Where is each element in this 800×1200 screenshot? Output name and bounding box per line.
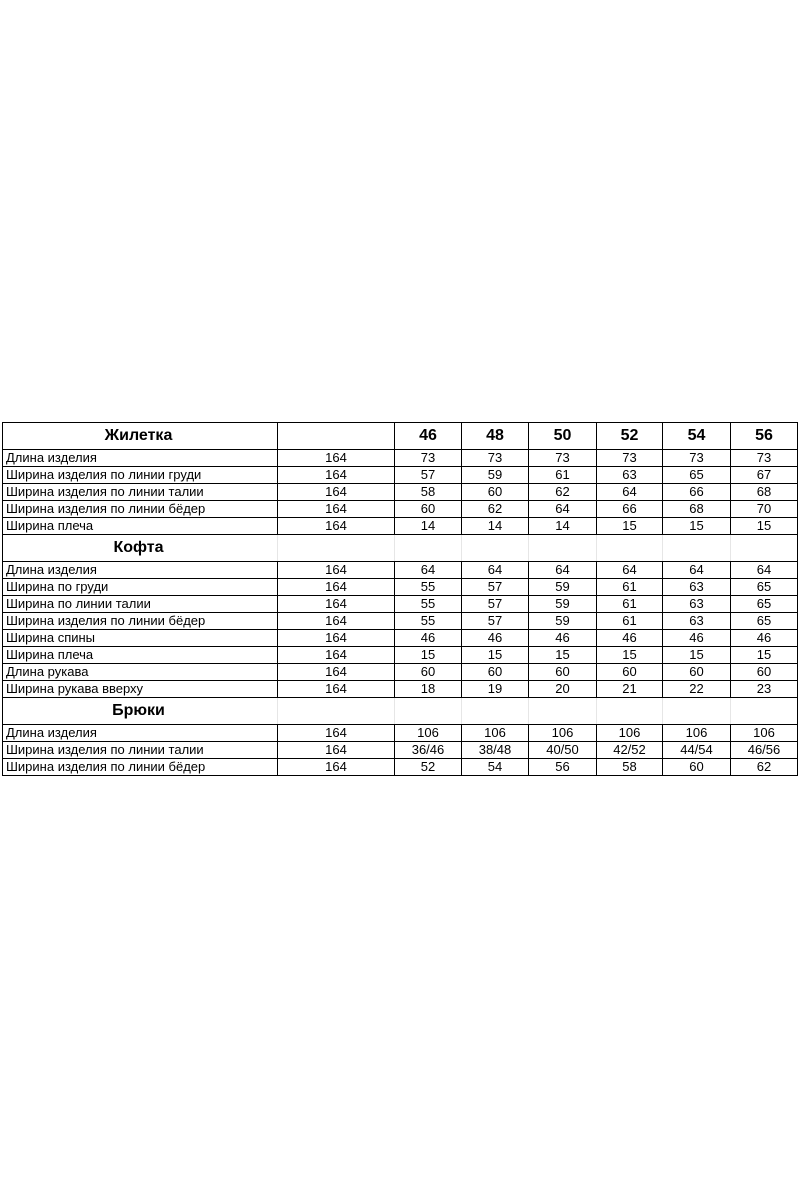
measurement-value: 14 [462,518,529,535]
measurement-value: 73 [395,450,462,467]
blank-header-cell [529,535,597,562]
measurement-value: 38/48 [462,742,529,759]
measurement-value: 106 [597,725,663,742]
measurement-value: 19 [462,681,529,698]
measurement-value: 60 [731,664,798,681]
table-row [3,759,798,776]
measurement-value: 64 [529,501,597,518]
measurement-value: 46 [462,630,529,647]
measurement-value: 46 [597,630,663,647]
measurement-value: 15 [395,647,462,664]
measurement-label: Ширина изделия по линии талии [3,484,278,501]
height-value: 164 [278,596,395,613]
table-row [3,484,798,501]
size-chart-table [2,422,798,776]
measurement-label: Ширина по груди [3,579,278,596]
height-value: 164 [278,664,395,681]
table-row [3,630,798,647]
measurement-value: 55 [395,613,462,630]
measurement-value: 57 [395,467,462,484]
measurement-label: Ширина изделия по линии бёдер [3,501,278,518]
measurement-label: Ширина изделия по линии груди [3,467,278,484]
measurement-value: 106 [395,725,462,742]
measurement-value: 67 [731,467,798,484]
measurement-value: 73 [597,450,663,467]
measurement-value: 73 [529,450,597,467]
measurement-value: 36/46 [395,742,462,759]
measurement-label: Ширина изделия по линии талии [3,742,278,759]
measurement-label: Длина изделия [3,725,278,742]
measurement-value: 18 [395,681,462,698]
measurement-value: 46 [731,630,798,647]
measurement-value: 15 [597,518,663,535]
measurement-value: 15 [731,647,798,664]
height-value: 164 [278,742,395,759]
measurement-value: 64 [395,562,462,579]
measurement-value: 60 [529,664,597,681]
measurement-value: 59 [529,596,597,613]
size-header-cell: 54 [663,423,731,450]
measurement-value: 65 [663,467,731,484]
blank-header-cell [395,535,462,562]
measurement-value: 55 [395,579,462,596]
table-row [3,501,798,518]
measurement-value: 60 [395,664,462,681]
measurement-label: Ширина плеча [3,518,278,535]
section-header-row [3,423,798,450]
height-header-cell [278,535,395,562]
height-value: 164 [278,647,395,664]
measurement-value: 15 [597,647,663,664]
measurement-value: 63 [597,467,663,484]
measurement-value: 61 [597,579,663,596]
table-row [3,742,798,759]
section-title: Брюки [3,698,278,725]
blank-header-cell [597,698,663,725]
table-row [3,664,798,681]
measurement-label: Ширина рукава вверху [3,681,278,698]
height-value: 164 [278,681,395,698]
measurement-value: 60 [597,664,663,681]
height-value: 164 [278,562,395,579]
measurement-label: Длина рукава [3,664,278,681]
measurement-value: 63 [663,596,731,613]
height-value: 164 [278,613,395,630]
height-value: 164 [278,501,395,518]
measurement-value: 64 [597,562,663,579]
blank-header-cell [731,535,798,562]
measurement-value: 68 [663,501,731,518]
table-row [3,450,798,467]
measurement-value: 15 [462,647,529,664]
measurement-label: Ширина изделия по линии бёдер [3,759,278,776]
measurement-value: 58 [395,484,462,501]
blank-header-cell [395,698,462,725]
measurement-value: 65 [731,613,798,630]
measurement-value: 68 [731,484,798,501]
measurement-value: 55 [395,596,462,613]
size-header-cell: 52 [597,423,663,450]
blank-header-cell [462,698,529,725]
measurement-value: 57 [462,613,529,630]
height-value: 164 [278,450,395,467]
measurement-label: Ширина по линии талии [3,596,278,613]
height-value: 164 [278,579,395,596]
section-title: Кофта [3,535,278,562]
table-row [3,467,798,484]
section-header-row [3,698,798,725]
table-row [3,579,798,596]
measurement-value: 15 [663,518,731,535]
height-value: 164 [278,467,395,484]
measurement-value: 73 [462,450,529,467]
height-value: 164 [278,484,395,501]
blank-header-cell [663,698,731,725]
measurement-value: 42/52 [597,742,663,759]
size-header-cell: 48 [462,423,529,450]
size-header-cell: 46 [395,423,462,450]
measurement-value: 64 [663,562,731,579]
measurement-value: 106 [731,725,798,742]
measurement-value: 20 [529,681,597,698]
measurement-value: 73 [731,450,798,467]
measurement-value: 64 [529,562,597,579]
measurement-value: 73 [663,450,731,467]
measurement-value: 46 [529,630,597,647]
table-row [3,613,798,630]
measurement-value: 66 [597,501,663,518]
measurement-value: 46 [395,630,462,647]
height-header-cell [278,698,395,725]
measurement-value: 56 [529,759,597,776]
measurement-value: 15 [529,647,597,664]
table-row [3,681,798,698]
measurement-value: 21 [597,681,663,698]
measurement-value: 57 [462,596,529,613]
measurement-value: 15 [663,647,731,664]
measurement-label: Длина изделия [3,562,278,579]
measurement-value: 60 [663,664,731,681]
measurement-label: Ширина спины [3,630,278,647]
measurement-value: 106 [529,725,597,742]
measurement-value: 15 [731,518,798,535]
measurement-value: 14 [395,518,462,535]
height-value: 164 [278,630,395,647]
measurement-value: 63 [663,579,731,596]
size-header-cell: 50 [529,423,597,450]
blank-header-cell [462,535,529,562]
measurement-value: 61 [597,596,663,613]
blank-header-cell [731,698,798,725]
measurement-value: 66 [663,484,731,501]
blank-header-cell [529,698,597,725]
measurement-value: 59 [462,467,529,484]
measurement-value: 63 [663,613,731,630]
measurement-value: 46/56 [731,742,798,759]
blank-header-cell [663,535,731,562]
measurement-value: 65 [731,579,798,596]
measurement-label: Длина изделия [3,450,278,467]
measurement-value: 23 [731,681,798,698]
section-title: Жилетка [3,423,278,450]
height-value: 164 [278,518,395,535]
measurement-value: 14 [529,518,597,535]
measurement-value: 46 [663,630,731,647]
measurement-value: 65 [731,596,798,613]
measurement-value: 70 [731,501,798,518]
measurement-value: 60 [462,664,529,681]
table-row [3,518,798,535]
measurement-value: 52 [395,759,462,776]
measurement-value: 62 [731,759,798,776]
measurement-value: 57 [462,579,529,596]
measurement-label: Ширина изделия по линии бёдер [3,613,278,630]
table-row [3,596,798,613]
measurement-value: 61 [597,613,663,630]
blank-header-cell [597,535,663,562]
measurement-value: 54 [462,759,529,776]
measurement-value: 60 [462,484,529,501]
height-header-cell [278,423,395,450]
measurement-value: 64 [731,562,798,579]
measurement-value: 64 [597,484,663,501]
section-header-row [3,535,798,562]
size-header-cell: 56 [731,423,798,450]
measurement-value: 62 [529,484,597,501]
measurement-value: 106 [663,725,731,742]
measurement-value: 59 [529,613,597,630]
table-row [3,725,798,742]
measurement-value: 58 [597,759,663,776]
measurement-label: Ширина плеча [3,647,278,664]
measurement-value: 64 [462,562,529,579]
height-value: 164 [278,759,395,776]
measurement-value: 60 [395,501,462,518]
measurement-value: 106 [462,725,529,742]
measurement-value: 59 [529,579,597,596]
measurement-value: 62 [462,501,529,518]
height-value: 164 [278,725,395,742]
measurement-value: 60 [663,759,731,776]
measurement-value: 61 [529,467,597,484]
size-chart-body [3,423,798,776]
measurement-value: 40/50 [529,742,597,759]
measurement-value: 22 [663,681,731,698]
measurement-value: 44/54 [663,742,731,759]
table-row [3,647,798,664]
table-row [3,562,798,579]
